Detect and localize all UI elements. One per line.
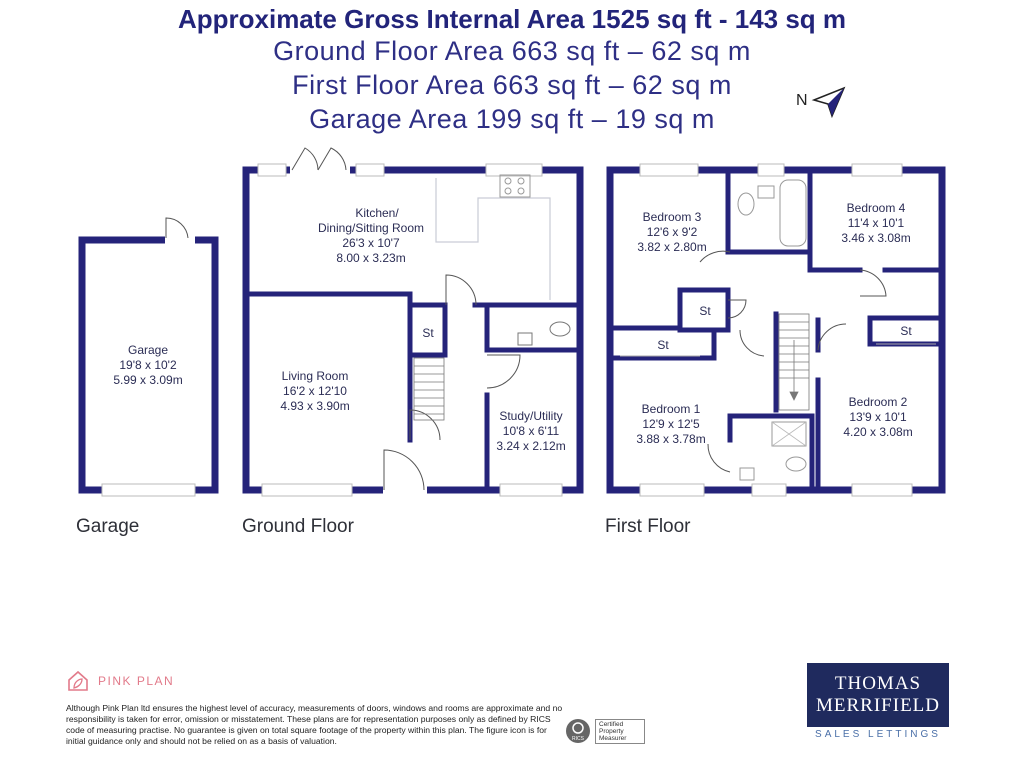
first-floor-area: First Floor Area 663 sq ft – 62 sq m (292, 70, 732, 100)
compass-north-label: N (796, 92, 808, 109)
first-stairs (779, 314, 809, 410)
window (356, 164, 384, 176)
rics-logo-icon (565, 718, 591, 744)
house-leaf-icon (66, 669, 90, 693)
window (852, 164, 902, 176)
window (852, 484, 912, 496)
disclaimer-text: Although Pink Plan ltd ensures the highest level of accuracy, measurements of doors, windows and rooms are approximate and no responsibility is taken for error, omission or misstatement. These plans are for representation purposes only as defined by RICS code of measuring practise. No guarantee is given on total square footage of the property within this plan. The figure icon is for initial guidance only and should not be relied on as a basis of valuation. (66, 703, 563, 746)
store-label: St (900, 324, 912, 338)
room-name: Bedroom 3 (642, 210, 702, 224)
ground-floor-area: Ground Floor Area 663 sq ft – 62 sq m (273, 36, 751, 66)
basin-icon (740, 468, 754, 480)
window (486, 164, 542, 176)
window (500, 484, 562, 496)
room-metric: 4.20 x 3.08m (843, 425, 913, 439)
basin-icon (518, 333, 532, 345)
wc-wall (487, 305, 580, 350)
door-swing-icon (818, 324, 846, 350)
room-imperial: 13'9 x 10'1 (849, 410, 907, 424)
garage-caption: Garage (76, 516, 140, 537)
toilet-icon (738, 193, 754, 215)
brand-tagline: SALES LETTINGS (815, 729, 941, 740)
window (258, 164, 286, 176)
room-metric: 3.82 x 2.80m (637, 240, 707, 254)
room-metric: 3.46 x 3.08m (841, 231, 911, 245)
door-swing-icon (410, 410, 440, 440)
room-imperial: 19'8 x 10'2 (119, 358, 177, 372)
store-label: St (422, 326, 434, 340)
store-label: St (699, 304, 711, 318)
room-name: Bedroom 2 (848, 395, 908, 409)
pink-plan-text: PINK PLAN (98, 674, 175, 688)
room-name: Bedroom 4 (846, 201, 906, 215)
ground-floor-caption: Ground Floor (242, 516, 354, 537)
store-label: St (657, 338, 669, 352)
room-metric: 8.00 x 3.23m (336, 251, 406, 265)
thomas-merrifield-logo (807, 663, 949, 727)
room-imperial: 16'2 x 12'10 (283, 384, 347, 398)
living-room-wall (246, 294, 410, 440)
room-metric: 4.93 x 3.90m (280, 399, 350, 413)
toilet-icon (550, 322, 570, 336)
rics-badge (565, 718, 645, 744)
room-metric: 3.24 x 2.12m (496, 439, 566, 453)
plan-title: Approximate Gross Internal Area 1525 sq ft - 143 sq m (177, 4, 847, 34)
garage-door-gap (165, 232, 195, 246)
hob-icon (500, 175, 530, 197)
room-imperial: 12'9 x 12'5 (642, 417, 700, 431)
room-name-line2: Dining/Sitting Room (317, 221, 425, 235)
window (640, 484, 704, 496)
patio-door-gap (290, 163, 350, 177)
brand-line-2: MERRIFIELD (816, 695, 940, 716)
room-metric: 5.99 x 3.09m (113, 373, 183, 387)
door-swing-icon (446, 275, 476, 305)
window (758, 164, 784, 176)
door-swing-icon (740, 330, 764, 356)
door-swing-icon (860, 270, 886, 296)
room-imperial: 26'3 x 10'7 (342, 236, 400, 250)
bath-tub-icon (780, 180, 806, 246)
window (640, 164, 698, 176)
room-name: Garage (127, 343, 169, 357)
room-imperial: 10'8 x 6'11 (502, 424, 560, 438)
front-door-gap (383, 483, 427, 497)
first-floor-caption: First Floor (605, 516, 691, 537)
kitchen-counter (436, 178, 550, 300)
garage-area: Garage Area 199 sq ft – 19 sq m (309, 104, 715, 134)
room-name: Kitchen/ (355, 206, 399, 220)
window (752, 484, 786, 496)
door-swing-icon (487, 355, 520, 388)
door-swing-icon (728, 300, 746, 318)
rics-logo-text: RICS (572, 736, 584, 742)
door-swing-icon (708, 444, 730, 472)
room-metric: 3.88 x 3.78m (636, 432, 706, 446)
room-imperial: 11'4 x 10'1 (847, 216, 905, 230)
pink-plan-logo (66, 668, 174, 694)
basin-icon (758, 186, 774, 198)
room-name: Bedroom 1 (641, 402, 701, 416)
room-name: Living Room (281, 369, 349, 383)
room-imperial: 12'6 x 9'2 (646, 225, 698, 239)
garage-front-door (102, 484, 195, 496)
room-name: Study/Utility (499, 409, 563, 423)
toilet-icon (786, 457, 806, 471)
rics-certified-text: Certified Property Measurer (595, 719, 645, 744)
brand-line-1: THOMAS (834, 673, 922, 694)
window (262, 484, 352, 496)
hob-burners-icon (505, 178, 524, 194)
